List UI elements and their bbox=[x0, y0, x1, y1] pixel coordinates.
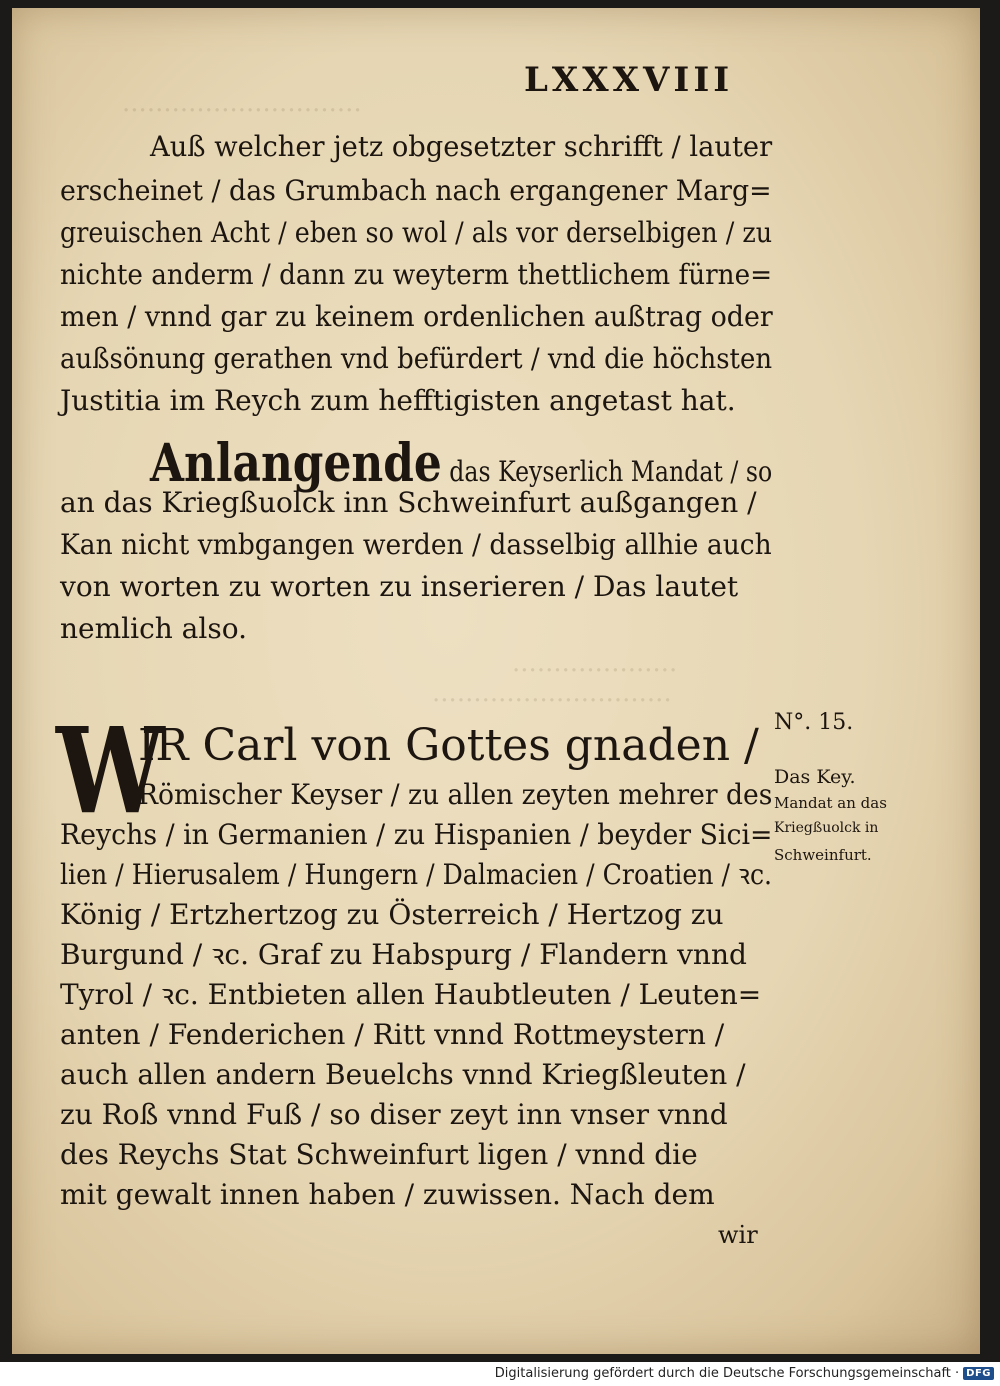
text-line: zu Roß vnnd Fuß / so diser zeyt inn vnser vnnd bbox=[60, 1098, 728, 1131]
text-line: anten / Fenderichen / Ritt vnnd Rottmeystern / bbox=[60, 1018, 725, 1051]
text-line: außsönung gerathen vnd befürdert / vnd die höchsten bbox=[60, 342, 773, 375]
margin-note-line: Das Key. bbox=[774, 766, 856, 788]
lead-rest: das Keyserlich Mandat / so bbox=[449, 455, 773, 488]
show-through-text: ............................. .................... ............................. bbox=[122, 88, 678, 708]
text-line: nemlich also. bbox=[60, 612, 247, 645]
mandate-heading: IR Carl von Gottes gnaden / bbox=[138, 720, 759, 771]
lead-word: Anlangende bbox=[150, 433, 442, 494]
margin-number: N°. 15. bbox=[774, 710, 854, 735]
text-line: Reychs / in Germanien / zu Hispanien / beyder Sici= bbox=[60, 818, 773, 851]
initial-letter: W bbox=[56, 701, 165, 840]
text-line: lien / Hierusalem / Hungern / Dalmacien / Croatien / ꝛc. bbox=[60, 858, 773, 891]
text-line: greuischen Acht / eben so wol / als vor derselbigen / zu bbox=[60, 216, 773, 249]
text-line: König / Ertzhertzog zu Österreich / Hertzog zu bbox=[60, 898, 724, 931]
book-page bbox=[12, 8, 980, 1354]
catchword: wir bbox=[718, 1221, 758, 1249]
text-line: erscheinet / das Grumbach nach ergangener Marg= bbox=[60, 174, 772, 207]
text-line: an das Kriegßuolck inn Schweinfurt außgangen / bbox=[60, 486, 757, 519]
text-line: mit gewalt innen haben / zuwissen. Nach dem bbox=[60, 1178, 715, 1211]
text-line: Justitia im Reych zum hefftigisten angetast hat. bbox=[60, 384, 736, 417]
text-line: von worten zu worten zu inserieren / Das lautet bbox=[60, 570, 739, 603]
folio-number: LXXXVIII bbox=[524, 60, 734, 100]
text-line: Kan nicht vmbgangen werden / dasselbig allhie auch bbox=[60, 528, 772, 561]
text-line: nichte anderm / dann zu weyterm thettlichem fürne= bbox=[60, 258, 773, 291]
margin-note-line: Schweinfurt. bbox=[774, 846, 872, 864]
margin-note-line: Mandat an das bbox=[774, 794, 887, 812]
text-line: auch allen andern Beuelchs vnnd Kriegßleuten / bbox=[60, 1058, 746, 1091]
credit-text: Digitalisierung gefördert durch die Deutsche Forschungsgemeinschaft · bbox=[494, 1366, 960, 1381]
paragraph-2-first-line bbox=[150, 433, 773, 494]
dfg-logo-icon: DFG bbox=[963, 1367, 994, 1380]
text-line: Burgund / ꝛc. Graf zu Habspurg / Flandern vnnd bbox=[60, 938, 747, 971]
digitization-credit bbox=[495, 1366, 994, 1381]
text-line: des Reychs Stat Schweinfurt ligen / vnnd die bbox=[60, 1138, 698, 1171]
text-line: Auß welcher jetz obgesetzter schrifft / lauter bbox=[150, 130, 773, 163]
text-line: men / vnnd gar zu keinem ordenlichen außtrag oder bbox=[60, 300, 773, 333]
text-line: Tyrol / ꝛc. Entbieten allen Haubtleuten / Leuten= bbox=[60, 978, 762, 1011]
text-line: Römischer Keyser / zu allen zeyten mehrer des bbox=[138, 778, 773, 811]
margin-note-line: Kriegßuolck in bbox=[774, 820, 879, 836]
